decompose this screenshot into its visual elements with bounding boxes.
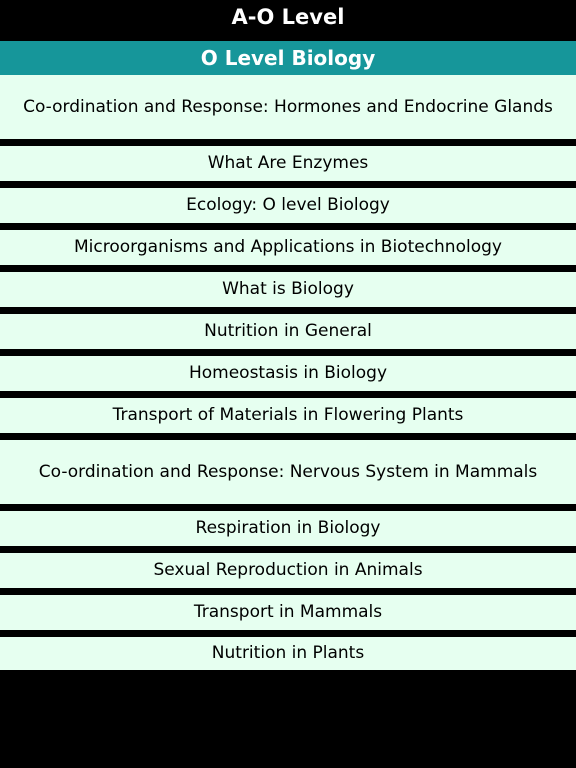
topic-item-microorganisms[interactable]: Microorganisms and Applications in Biotechnology [0,230,576,272]
topic-item-hormones[interactable]: Co-ordination and Response: Hormones and Endocrine Glands [0,75,576,146]
app-title: A-O Level [0,0,576,34]
topic-item-respiration[interactable]: Respiration in Biology [0,511,576,553]
topic-item-homeostasis[interactable]: Homeostasis in Biology [0,356,576,398]
topic-item-ecology[interactable]: Ecology: O level Biology [0,188,576,230]
topic-list [0,75,576,670]
topic-item-what-is-biology[interactable]: What is Biology [0,272,576,314]
topic-item-transport-mammals[interactable]: Transport in Mammals [0,595,576,637]
topic-item-sexual-reproduction[interactable]: Sexual Reproduction in Animals [0,553,576,595]
topic-item-transport-plants[interactable]: Transport of Materials in Flowering Plants [0,398,576,440]
section-title: O Level Biology [0,41,576,75]
topic-item-nutrition-general[interactable]: Nutrition in General [0,314,576,356]
topic-item-nutrition-plants[interactable]: Nutrition in Plants [0,637,576,670]
topic-item-nervous-system[interactable]: Co-ordination and Response: Nervous System in Mammals [0,440,576,511]
topic-item-enzymes[interactable]: What Are Enzymes [0,146,576,188]
